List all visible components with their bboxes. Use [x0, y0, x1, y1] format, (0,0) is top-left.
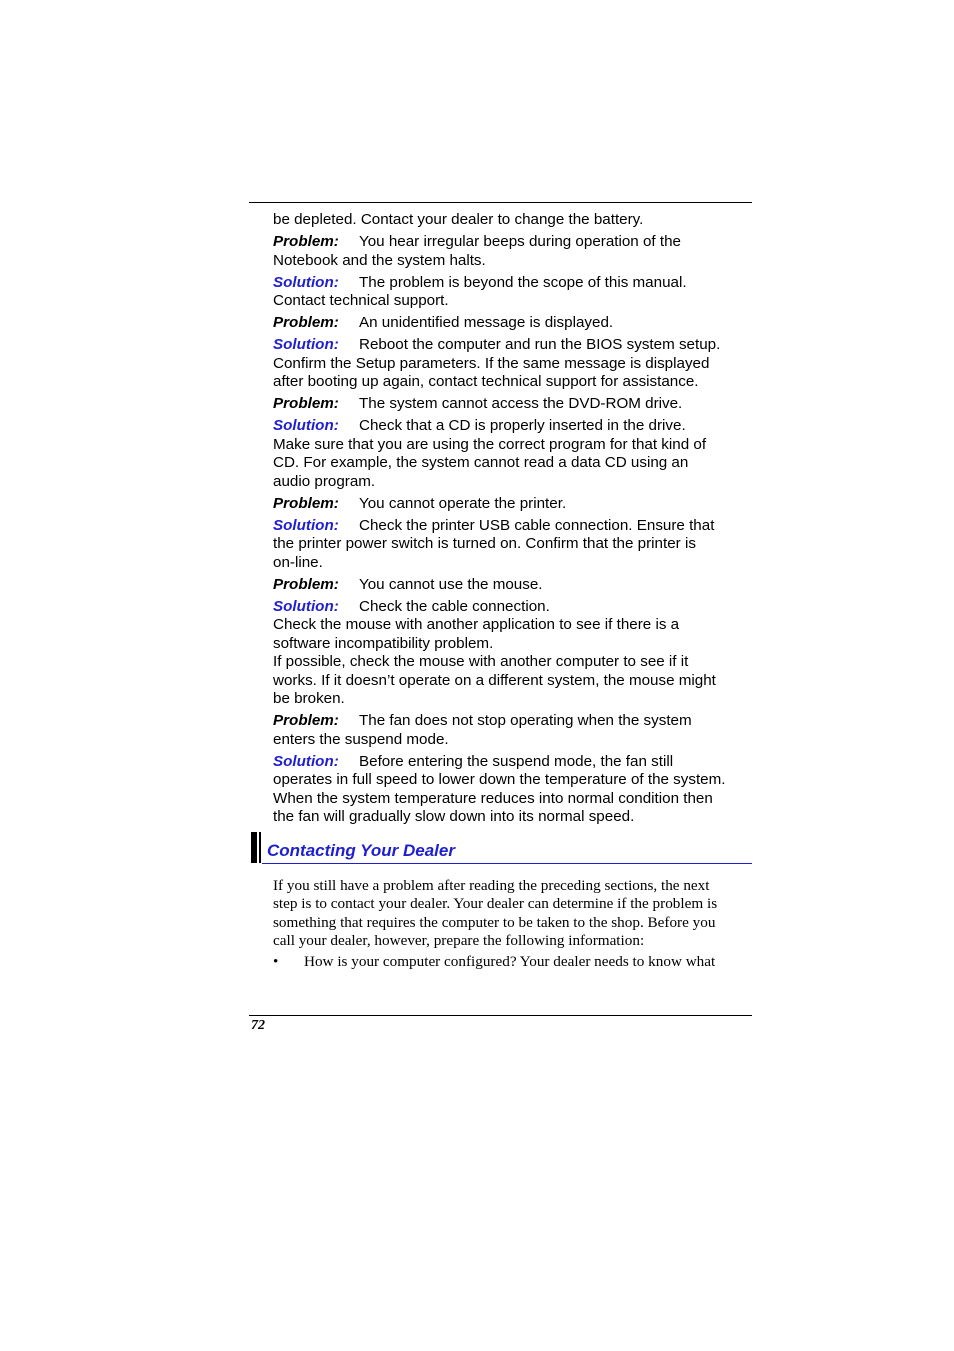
entry-line [273, 211, 763, 230]
problem-entry [273, 495, 763, 514]
entry-text: The fan does not stop operating when the system [359, 712, 692, 729]
solution-label: Solution: [273, 273, 339, 291]
problem-label: Problem: [273, 233, 339, 250]
solution-entry [273, 417, 763, 491]
entry-text: When the system temperature reduces into normal condition then [273, 789, 713, 807]
problem-label: Problem: [273, 395, 339, 412]
entry-text: Before entering the suspend mode, the fan still [359, 752, 674, 770]
entry-text: the fan will gradually slow down into its normal speed. [273, 808, 635, 825]
solution-label: Solution: [273, 516, 339, 534]
entry-text: operates in full speed to lower down the temperature of the system. [273, 771, 726, 788]
entry-text: be depleted. Contact your dealer to change the battery. [273, 211, 644, 228]
entry-text: You cannot use the mouse. [359, 575, 543, 593]
entry-text: The problem is beyond the scope of this manual. [359, 273, 687, 291]
solution-entry [273, 274, 763, 311]
entry-text: An unidentified message is displayed. [359, 314, 614, 331]
entry-text: after booting up again, contact technical support for assistance. [273, 373, 699, 390]
solution-entry [273, 598, 763, 709]
entry-text: Contact technical support. [273, 292, 449, 309]
entry-line [273, 672, 763, 691]
entry-line [273, 395, 763, 414]
entry-line [273, 771, 763, 790]
paragraph-line: If you still have a problem after reading the preceding sections, the next [273, 877, 710, 894]
entry-line [273, 336, 763, 355]
solution-entry [273, 336, 763, 392]
entry-text: the printer power switch is turned on. Confirm that the printer is [273, 535, 696, 552]
entry-text: audio program. [273, 472, 376, 490]
paragraph-line: call your dealer, however, prepare the following information: [273, 931, 645, 949]
entry-line [273, 753, 763, 772]
entry-line [273, 454, 763, 473]
entry-text: Notebook and the system halts. [273, 251, 486, 269]
entry-text: enters the suspend mode. [273, 730, 449, 748]
entry-line [273, 690, 763, 709]
entry-text: be broken. [273, 690, 345, 707]
problem-entry [273, 576, 763, 595]
problem-entry [273, 233, 763, 270]
bullet-item [273, 953, 751, 971]
entry-text: Check the printer USB cable connection. Ensure that [359, 516, 715, 534]
entry-line [273, 790, 763, 809]
entry-line [273, 252, 763, 271]
bullet-text: How is your computer configured? Your dealer needs to know what [304, 953, 716, 970]
solution-label: Solution: [273, 417, 339, 434]
entry-text: Check the cable connection. [359, 597, 550, 615]
entry-line [273, 274, 763, 293]
entry-text: Check that a CD is properly inserted in the drive. [359, 417, 686, 434]
bullet-symbol: • [273, 953, 279, 970]
problem-label: Problem: [273, 314, 339, 331]
entry-text: Check the mouse with another application to see if there is a [273, 616, 680, 633]
page-number: 72 [251, 1018, 265, 1033]
solution-entry [273, 517, 763, 573]
entry-line [273, 653, 763, 672]
entry-line [273, 495, 763, 514]
problem-entry [273, 395, 763, 414]
entry-line [273, 233, 763, 252]
problem-entry [273, 712, 763, 749]
entry-line [273, 808, 763, 827]
entry-line [273, 517, 763, 536]
problem-entry [273, 314, 763, 333]
entry-text: works. If it doesn’t operate on a different system, the mouse might [273, 671, 716, 689]
entry-line [273, 473, 763, 492]
entry-text: You hear irregular beeps during operation of the [359, 233, 681, 250]
entry-line [273, 598, 763, 617]
section-heading-rule [262, 863, 752, 864]
problem-label: Problem: [273, 494, 339, 512]
entry-line [273, 535, 763, 554]
entry-line [273, 314, 763, 333]
entry-line [273, 635, 763, 654]
entry-line [273, 436, 763, 455]
entry-line [273, 576, 763, 595]
entry-line [273, 417, 763, 436]
entry-line [273, 292, 763, 311]
entry-text: Confirm the Setup parameters. If the same message is displayed [273, 354, 710, 372]
paragraph-line: something that requires the computer to be taken to the shop. Before you [273, 913, 716, 931]
section-heading: Contacting Your Dealer [267, 841, 455, 860]
problem-label: Problem: [273, 712, 339, 729]
paragraph-line: step is to contact your dealer. Your dealer can determine if the problem is [273, 895, 718, 913]
solution-label: Solution: [273, 752, 339, 770]
entry-line [273, 712, 763, 731]
entry-text: Make sure that you are using the correct program for that kind of [273, 435, 707, 453]
section-paragraph [273, 877, 750, 950]
troubleshooting-entries [273, 211, 763, 830]
entry-line [273, 731, 763, 750]
header-rule [249, 202, 752, 203]
heading-marker-bar-thin [259, 832, 261, 863]
problem-label: Problem: [273, 575, 339, 593]
solution-label: Solution: [273, 336, 339, 353]
continuation-entry [273, 211, 763, 230]
entry-text: You cannot operate the printer. [359, 494, 567, 512]
solution-label: Solution: [273, 597, 339, 615]
solution-entry [273, 753, 763, 827]
entry-line [273, 373, 763, 392]
entry-text: on-line. [273, 553, 323, 571]
entry-line [273, 554, 763, 573]
entry-line [273, 355, 763, 374]
heading-marker-bar [251, 832, 257, 863]
entry-text: The system cannot access the DVD-ROM drive. [359, 395, 683, 412]
entry-text: software incompatibility problem. [273, 634, 494, 652]
entry-text: Reboot the computer and run the BIOS system setup. [359, 336, 721, 353]
entry-text: If possible, check the mouse with another computer to see if it [273, 653, 689, 670]
entry-line [273, 616, 763, 635]
entry-text: CD. For example, the system cannot read a data CD using an [273, 454, 689, 471]
footer-rule [249, 1015, 752, 1016]
